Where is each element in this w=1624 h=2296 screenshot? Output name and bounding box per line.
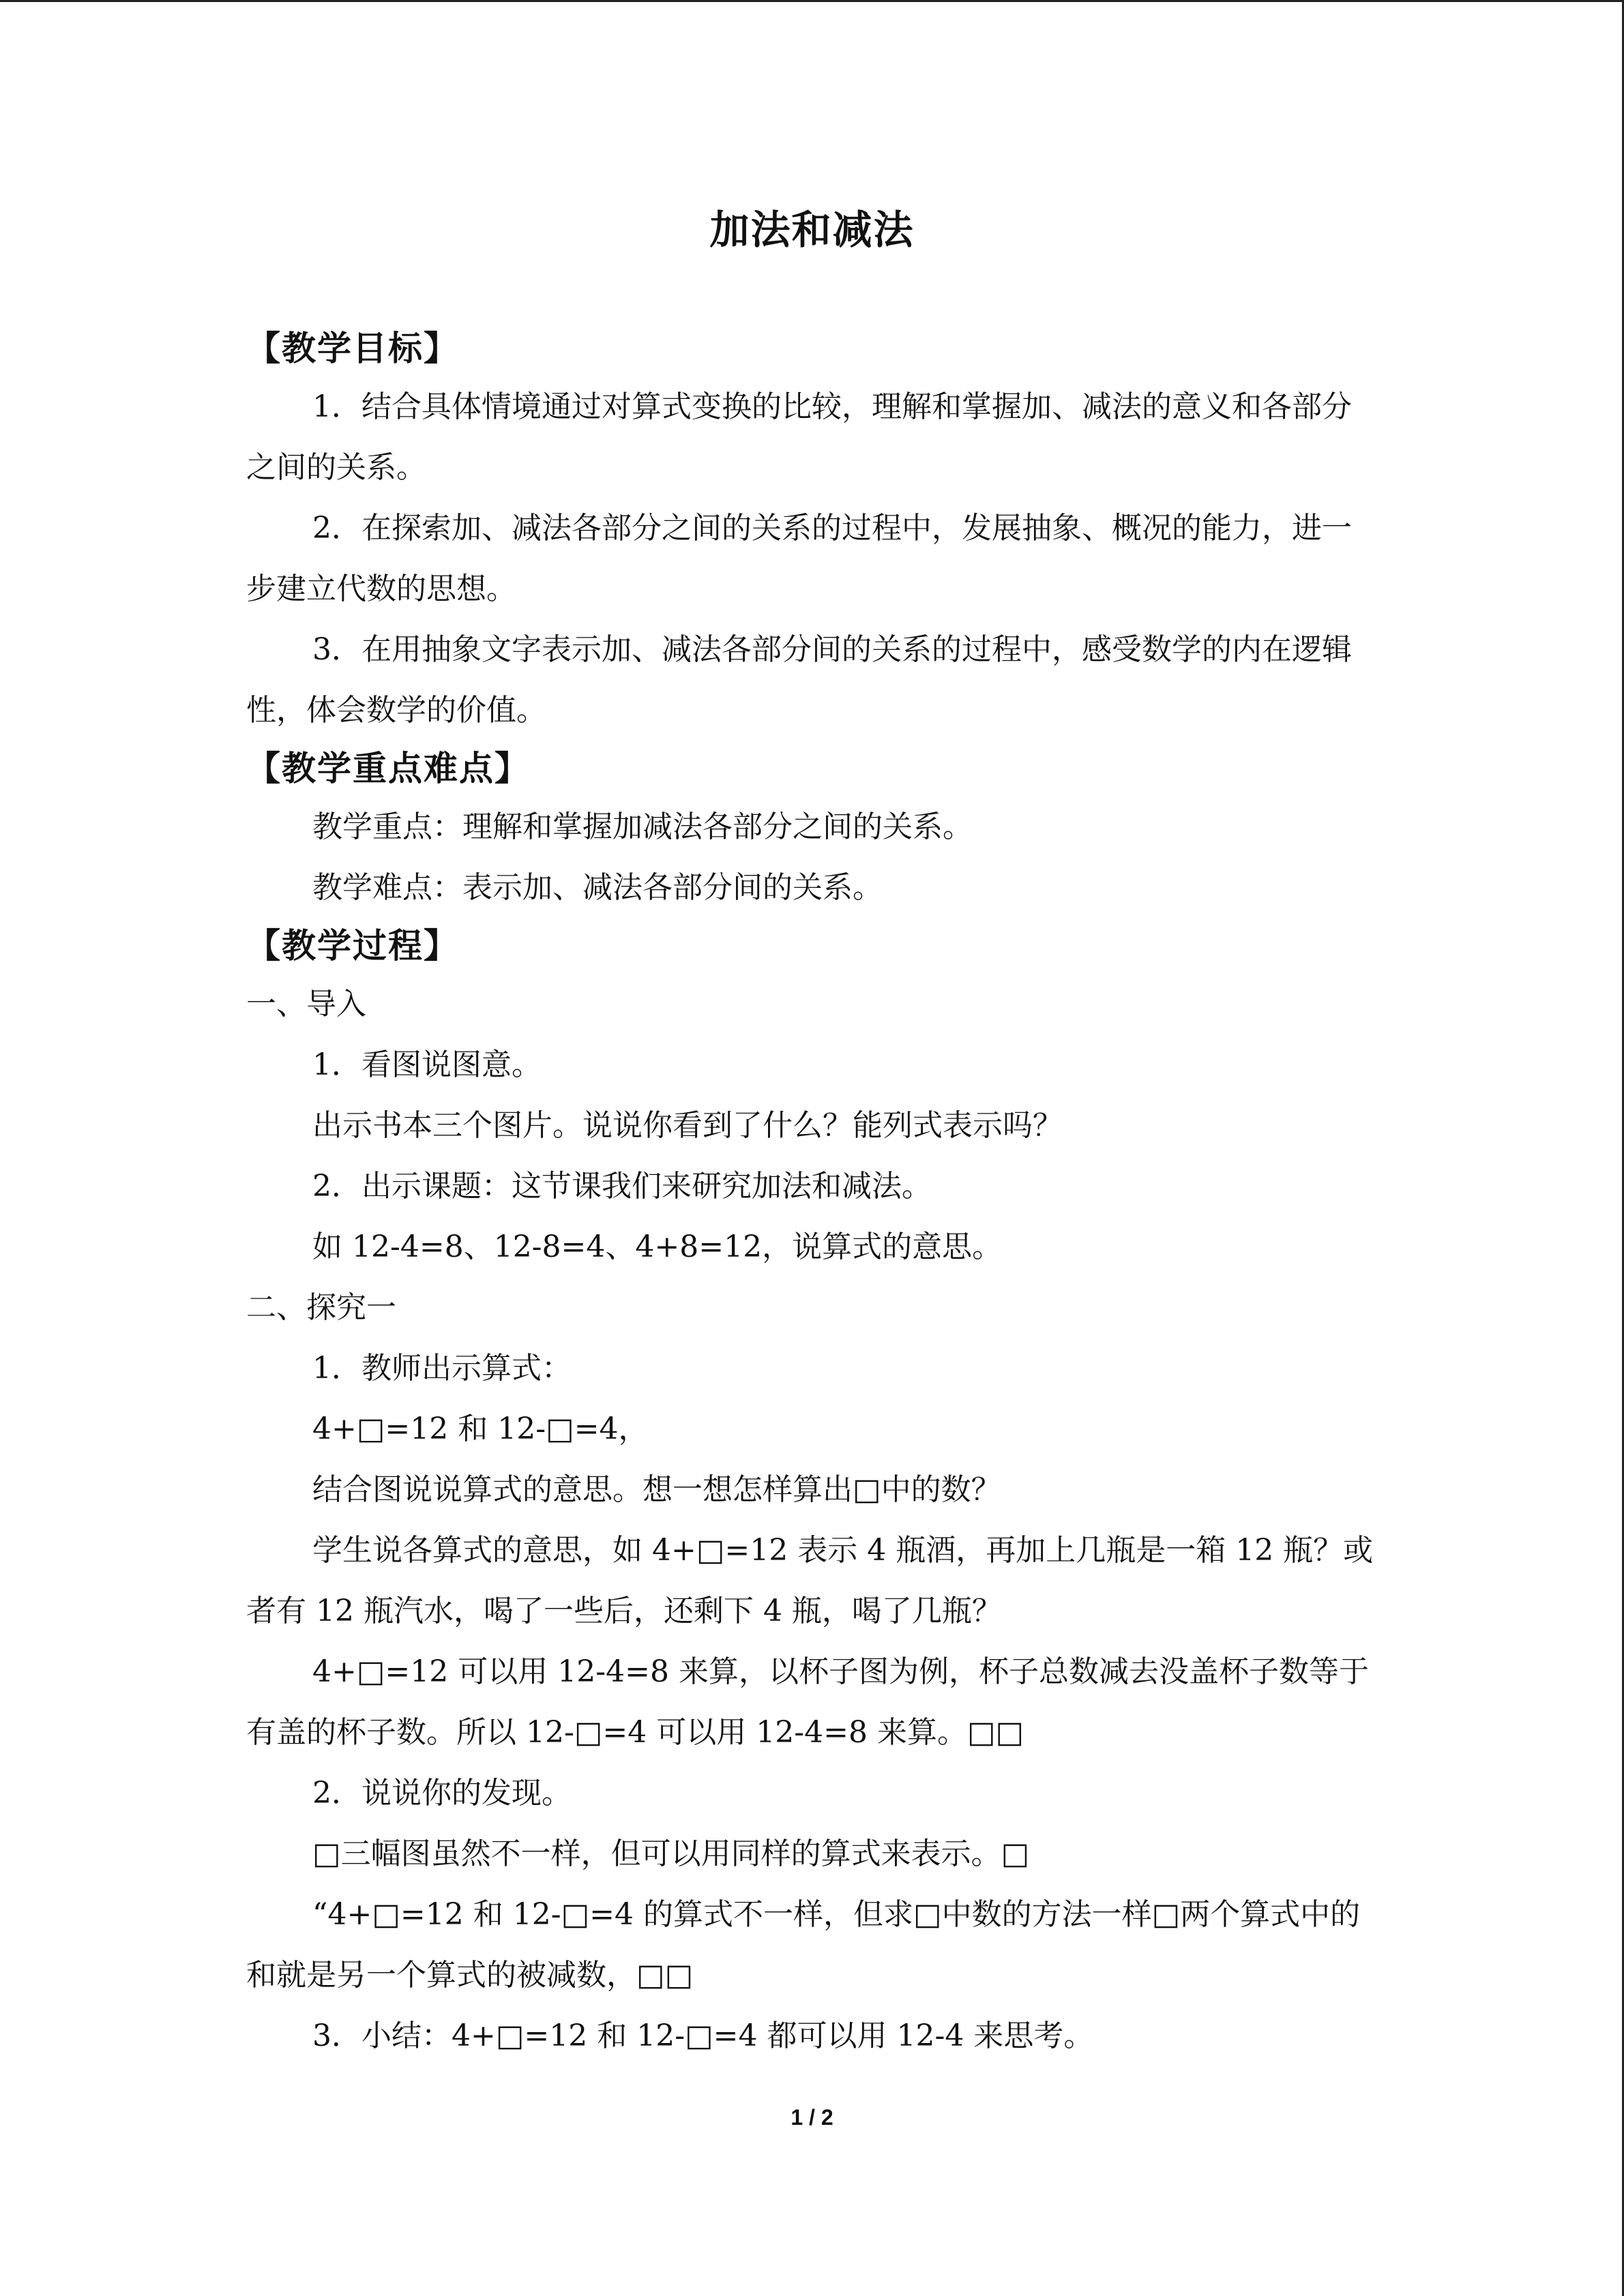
explore-line: “4+□=12 和 12-□=4 的算式不一样，但求□中数的方法一样□两个算式中的和就是另一个算式的被减数，□□ xyxy=(246,1897,1361,1993)
part-title-intro: 一、导入 xyxy=(246,987,366,1022)
intro-line: 如 12-4=8、12-8=4、4+8=12，说算式的意思。 xyxy=(312,1229,1003,1264)
objective-item: 3．在用抽象文字表示加、减法各部分间的关系的过程中，感受数学的内在逻辑性，体会数学的价值。 xyxy=(246,632,1352,728)
heading-keypoints: 【教学重点难点】 xyxy=(246,749,530,788)
objective-item: 2．在探索加、减法各部分之间的关系的过程中，发展抽象、概况的能力，进一步建立代数的思想。 xyxy=(246,511,1352,606)
explore-line: 2．说说你的发现。 xyxy=(312,1776,572,1810)
key-difficulty: 教学难点：表示加、减法各部分间的关系。 xyxy=(312,870,883,905)
document-title: 加法和减法 xyxy=(709,207,915,253)
heading-process: 【教学过程】 xyxy=(246,926,459,966)
intro-line: 2．出示课题：这节课我们来研究加法和减法。 xyxy=(312,1169,932,1204)
document-body xyxy=(246,320,1378,2066)
explore-line: 3．小结：4+□=12 和 12-□=4 都可以用 12-4 来思考。 xyxy=(312,2018,1094,2053)
explore-line: 1．教师出示算式： xyxy=(312,1351,572,1386)
explore-line: □三幅图虽然不一样，但可以用同样的算式来表示。□ xyxy=(312,1836,1030,1871)
explore-line: 学生说各算式的意思，如 4+□=12 表示 4 瓶酒，再加上几瓶是一箱 12 瓶？或者有 12 瓶汽水，喝了一些后，还剩下 4 瓶，喝了几瓶？ xyxy=(246,1533,1374,1628)
part-title-explore: 二、探究一 xyxy=(246,1290,396,1325)
explore-line: 4+□=12 可以用 12-4=8 来算，以杯子图为例，杯子总数减去没盖杯子数等于有盖的杯子数。所以 12-□=4 可以用 12-4=8 来算。□□ xyxy=(246,1654,1369,1750)
intro-line: 出示书本三个图片。说说你看到了什么？能列式表示吗？ xyxy=(312,1108,1063,1143)
explore-line: 4+□=12 和 12-□=4， xyxy=(312,1412,649,1446)
page-number: 1 / 2 xyxy=(791,2105,833,2130)
key-focus: 教学重点：理解和掌握加减法各部分之间的关系。 xyxy=(312,809,973,844)
heading-objectives: 【教学目标】 xyxy=(246,329,459,368)
intro-line: 1．看图说图意。 xyxy=(312,1047,542,1082)
objective-item: 1．结合具体情境通过对算式变换的比较，理解和掌握加、减法的意义和各部分之间的关系。 xyxy=(246,389,1352,485)
explore-line: 结合图说说算式的意思。想一想怎样算出□中的数？ xyxy=(312,1472,1001,1507)
